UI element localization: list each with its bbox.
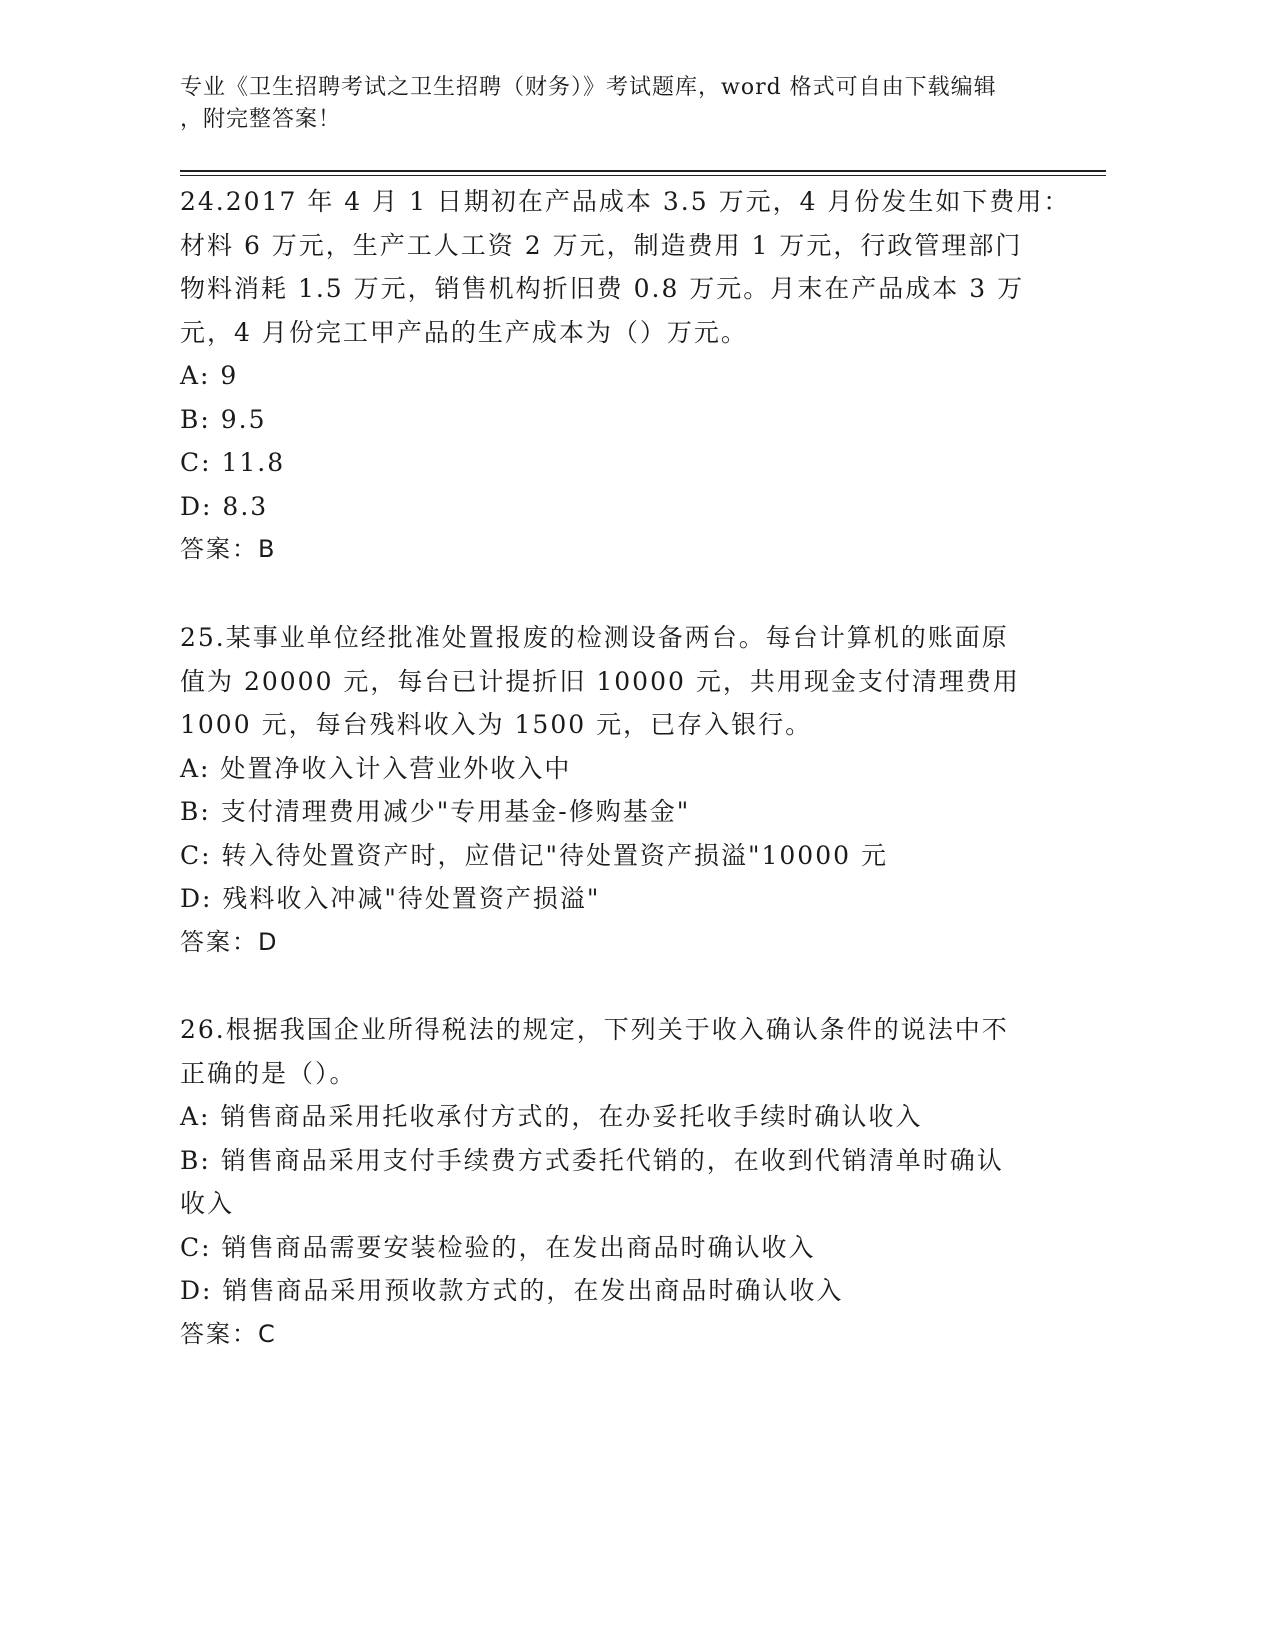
option-b: B: 9.5 [180, 404, 267, 434]
answer-text: 答案：B [180, 535, 277, 563]
option-d: D: 8.3 [180, 491, 269, 521]
option-d: D: 销售商品采用预收款方式的，在发出商品时确认收入 [180, 1276, 844, 1305]
option-b: B: 销售商品采用支付手续费方式委托代销的，在收到代销清单时确认 [180, 1145, 1004, 1175]
question-text-line: 25.某事业单位经批准处置报废的检测设备两台。每台计算机的账面原 [180, 623, 1009, 652]
header-text-line-2: ，附完整答案！ [180, 107, 342, 132]
option-d: D: 残料收入冲减"待处置资产损溢" [180, 884, 601, 913]
answer-text: 答案：C [180, 1319, 277, 1348]
option-c: C: 转入待处置资产时，应借记"待处置资产损溢"10000 元 [180, 840, 888, 870]
question-text-line: 24.2017 年 4 月 1 日期初在产品成本 3.5 万元，4 月份发生如下费用： [180, 187, 1071, 216]
header-text-line-1: 专业《卫生招聘考试之卫生招聘（财务）》考试题库，word 格式可自由下载编辑 [180, 75, 997, 100]
option-b-continuation: 收入 [180, 1189, 235, 1218]
question-text-line: 正确的是（）。 [180, 1058, 357, 1088]
question-text-line: 元，4 月份完工甲产品的生产成本为（）万元。 [180, 317, 748, 347]
option-a: A: 9 [180, 361, 239, 390]
option-c: C: 销售商品需要安装检验的，在发出商品时确认收入 [180, 1232, 816, 1262]
question-text-line: 材料 6 万元，生产工人工资 2 万元，制造费用 1 万元，行政管理部门 [180, 230, 1023, 260]
header-divider-thick [180, 170, 1106, 172]
answer-text: 答案：D [180, 927, 279, 956]
option-c: C: 11.8 [180, 448, 286, 477]
question-24 [180, 180, 1071, 572]
option-b: B: 支付清理费用减少"专用基金-修购基金" [180, 797, 691, 826]
option-a: A: 销售商品采用托收承付方式的，在办妥托收手续时确认收入 [180, 1102, 923, 1131]
question-25 [180, 616, 1040, 964]
question-26 [180, 1008, 1040, 1356]
question-text-line: 值为 20000 元，每台已计提折旧 10000 元，共用现金支付清理费用 [180, 666, 1020, 696]
header-divider-thin [180, 175, 1106, 176]
question-text-line: 1000 元，每台残料收入为 1500 元，已存入银行。 [180, 710, 813, 739]
question-text-line: 物料消耗 1.5 万元，销售机构折旧费 0.8 万元。月末在产品成本 3 万 [180, 274, 1025, 303]
question-text-line: 26.根据我国企业所得税法的规定，下列关于收入确认条件的说法中不 [180, 1015, 1009, 1044]
option-a: A: 处置净收入计入营业外收入中 [180, 753, 572, 783]
